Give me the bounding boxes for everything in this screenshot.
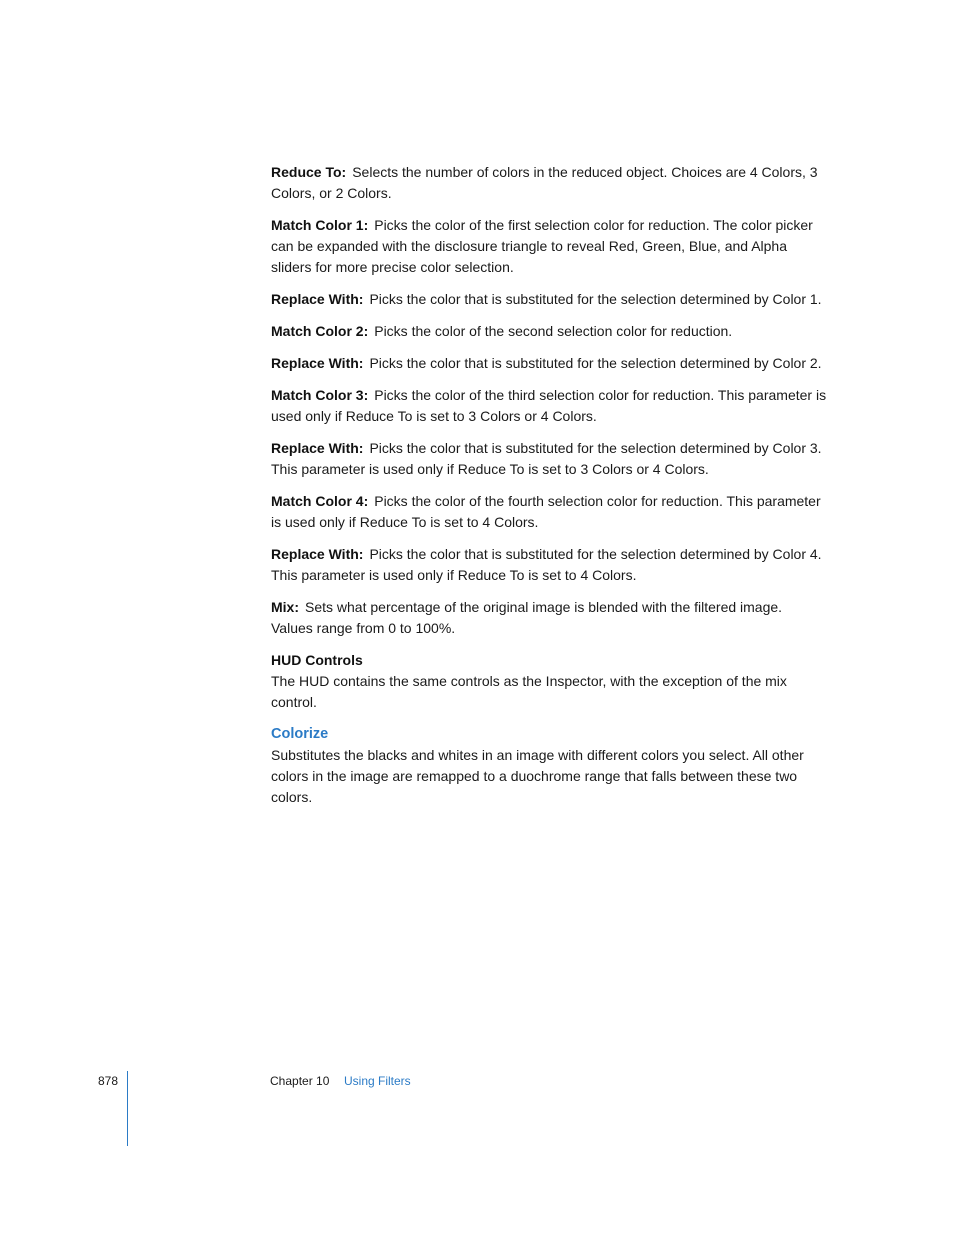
param-match-color-1 bbox=[271, 215, 827, 278]
param-match-color-2 bbox=[271, 321, 827, 342]
colorize-body: Substitutes the blacks and whites in an image with different colors you select. All other colors in the image are remapped to a duochrome range that falls between these two colors. bbox=[271, 747, 804, 805]
page-number: 878 bbox=[98, 1074, 119, 1088]
param-term: Replace With: bbox=[271, 546, 364, 562]
param-term: Replace With: bbox=[271, 440, 364, 456]
param-desc: Picks the color of the second selection color for reduction. bbox=[374, 323, 733, 339]
hud-controls-heading: HUD Controls bbox=[271, 652, 363, 668]
hud-controls-section bbox=[271, 650, 827, 713]
param-desc: Picks the color of the fourth selection color for reduction. This parameter is used only if Reduce To is set to 4 Colors. bbox=[271, 493, 821, 530]
param-desc: Picks the color that is substituted for the selection determined by Color 1. bbox=[369, 291, 822, 307]
param-term: Reduce To: bbox=[271, 164, 347, 180]
param-match-color-4 bbox=[271, 491, 827, 533]
colorize-title: Colorize bbox=[271, 726, 329, 742]
param-term: Match Color 4: bbox=[271, 493, 369, 509]
param-term: Mix: bbox=[271, 599, 299, 615]
hud-controls-body: The HUD contains the same controls as the Inspector, with the exception of the mix control. bbox=[271, 673, 787, 710]
param-mix bbox=[271, 597, 827, 639]
page-footer bbox=[0, 1072, 954, 1092]
page-content bbox=[271, 162, 827, 819]
chapter-title-link[interactable]: Using Filters bbox=[344, 1074, 411, 1088]
param-reduce-to bbox=[271, 162, 827, 204]
param-replace-with-4 bbox=[271, 544, 827, 586]
param-desc: Picks the color of the first selection color for reduction. The color picker can be expanded with the disclosure triangle to reveal Red, Green, Blue, and Alpha sliders for more precise color selection. bbox=[271, 217, 813, 275]
param-replace-with-2 bbox=[271, 353, 827, 374]
param-term: Match Color 3: bbox=[271, 387, 369, 403]
param-desc: Picks the color that is substituted for the selection determined by Color 4. This parameter is used only if Reduce To is set to 4 Colors. bbox=[271, 546, 822, 583]
param-desc: Picks the color of the third selection color for reduction. This parameter is used only if Reduce To is set to 3 Colors or 4 Colors. bbox=[271, 387, 827, 424]
param-desc: Picks the color that is substituted for the selection determined by Color 2. bbox=[369, 355, 822, 371]
param-term: Replace With: bbox=[271, 355, 364, 371]
param-term: Match Color 1: bbox=[271, 217, 369, 233]
param-term: Replace With: bbox=[271, 291, 364, 307]
param-match-color-3 bbox=[271, 385, 827, 427]
param-term: Match Color 2: bbox=[271, 323, 369, 339]
param-desc: Selects the number of colors in the reduced object. Choices are 4 Colors, 3 Colors, or 2 Colors. bbox=[271, 164, 818, 201]
colorize-section bbox=[271, 724, 827, 808]
chapter-label: Chapter 10 bbox=[270, 1074, 330, 1088]
param-desc: Sets what percentage of the original image is blended with the filtered image. Values range from 0 to 100%. bbox=[271, 599, 783, 636]
param-replace-with-1 bbox=[271, 289, 827, 310]
param-replace-with-3 bbox=[271, 438, 827, 480]
param-desc: Picks the color that is substituted for the selection determined by Color 3. This parameter is used only if Reduce To is set to 3 Colors or 4 Colors. bbox=[271, 440, 822, 477]
